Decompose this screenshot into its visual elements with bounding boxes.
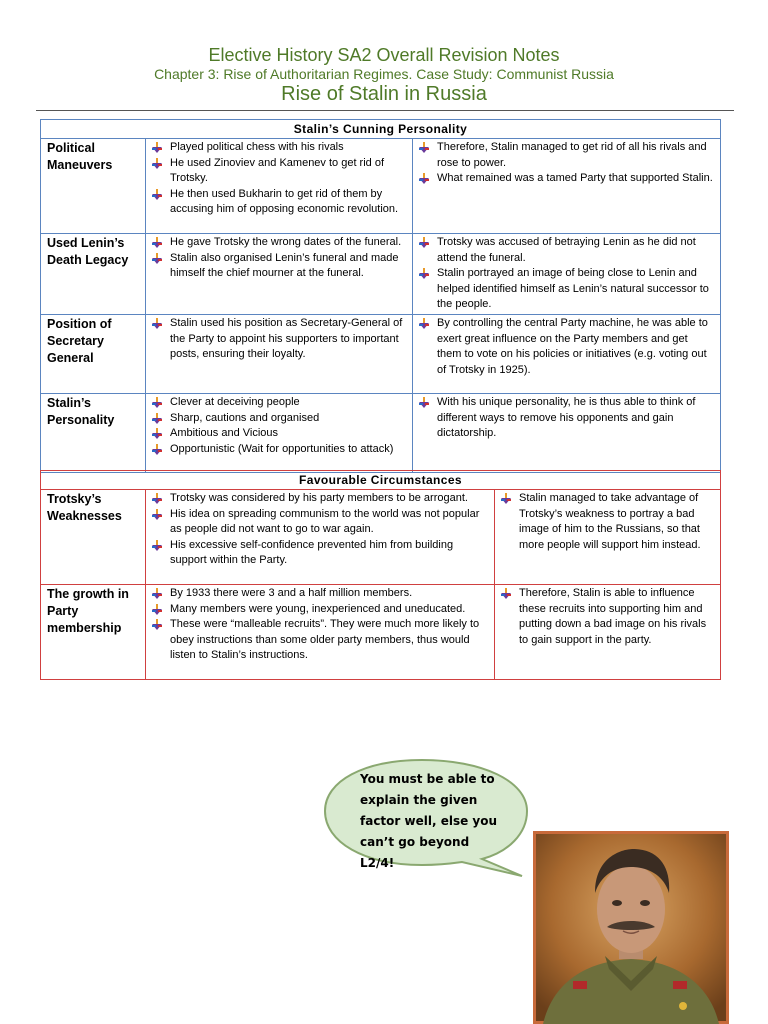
table-row	[41, 139, 721, 234]
list-item: What remained was a tamed Party that supported Stalin.	[417, 171, 714, 187]
chapter-subtitle: Chapter 3: Rise of Authoritarian Regimes. Case Study: Communist Russia	[154, 66, 614, 82]
list-item: Stalin also organised Lenin’s funeral and made himself the chief mourner at the funeral.	[150, 251, 406, 282]
document-title: Elective History SA2 Overall Revision Notes	[208, 45, 560, 65]
arrow-bullet-icon	[152, 444, 162, 456]
arrow-bullet-icon	[152, 619, 162, 631]
table-row	[41, 585, 721, 680]
factor-label: Used Lenin’s Death Legacy	[41, 234, 146, 315]
arrow-bullet-icon	[152, 318, 162, 330]
arrow-bullet-icon	[152, 493, 162, 505]
arrow-bullet-icon	[152, 253, 162, 265]
arrow-bullet-icon	[419, 237, 429, 249]
list-item: He used Zinoviev and Kamenev to get rid of Trotsky.	[150, 156, 406, 187]
factor-label: Stalin’s Personality	[41, 393, 146, 472]
list-item: He then used Bukharin to get rid of them by accusing him of opposing economic revolution.	[150, 187, 406, 218]
list-item: By controlling the central Party machine, he was able to exert great influence on the Party members and get them to vote on his policies or initiatives (e.g. voting out of Trotsky in 1925).	[417, 316, 714, 378]
impact-cell	[413, 139, 721, 234]
impact-cell	[413, 234, 721, 315]
list-item: Therefore, Stalin is able to influence these recruits into supporting him and putting down a bad image on his rivals to gain support in the party.	[499, 586, 714, 648]
table-row	[41, 490, 721, 585]
list-item: With his unique personality, he is thus able to think of different ways to remove his opponents and gain dictatorship.	[417, 395, 714, 442]
points-cell	[146, 139, 413, 234]
arrow-bullet-icon	[152, 540, 162, 552]
section-heading: Stalin’s Cunning Personality	[41, 120, 721, 139]
list-item: Therefore, Stalin managed to get rid of all his rivals and rose to power.	[417, 140, 714, 171]
impact-cell	[495, 585, 721, 680]
speech-bubble-text: You must be able to explain the given factor well, else you can’t go beyond L2/4!	[360, 772, 498, 870]
arrow-bullet-icon	[152, 428, 162, 440]
list-item: Stalin managed to take advantage of Trotsky’s weakness to portray a bad image of him to the Russians, so that more people will support him instead.	[499, 491, 714, 553]
arrow-bullet-icon	[501, 588, 511, 600]
arrow-bullet-icon	[501, 493, 511, 505]
list-item: He gave Trotsky the wrong dates of the funeral.	[150, 235, 406, 251]
points-cell	[146, 490, 495, 585]
arrow-bullet-icon	[152, 142, 162, 154]
points-cell	[146, 585, 495, 680]
impact-cell	[495, 490, 721, 585]
list-item: Many members were young, inexperienced and uneducated.	[150, 602, 488, 618]
arrow-bullet-icon	[419, 397, 429, 409]
arrow-bullet-icon	[152, 588, 162, 600]
cunning-personality-table	[40, 119, 721, 473]
favourable-circumstances-table	[40, 470, 721, 680]
list-item: His idea on spreading communism to the world was not popular as people did not want to go to war again.	[150, 507, 488, 538]
impact-cell	[413, 314, 721, 393]
list-item: His excessive self-confidence prevented him from building support within the Party.	[150, 538, 488, 569]
topic-title: Rise of Stalin in Russia	[281, 83, 487, 105]
table-row	[41, 234, 721, 315]
arrow-bullet-icon	[152, 509, 162, 521]
arrow-bullet-icon	[152, 413, 162, 425]
table-row	[41, 314, 721, 393]
arrow-bullet-icon	[152, 237, 162, 249]
factor-label: The growth in Party membership	[41, 585, 146, 680]
list-item: Sharp, cautions and organised	[150, 411, 406, 427]
arrow-bullet-icon	[419, 173, 429, 185]
section-heading: Favourable Circumstances	[41, 471, 721, 490]
list-item: Played political chess with his rivals	[150, 140, 406, 156]
list-item: By 1933 there were 3 and a half million members.	[150, 586, 488, 602]
list-item: Trotsky was accused of betraying Lenin as he did not attend the funeral.	[417, 235, 714, 266]
arrow-bullet-icon	[152, 397, 162, 409]
factor-label: Position of Secretary General	[41, 314, 146, 393]
points-cell	[146, 393, 413, 472]
arrow-bullet-icon	[419, 268, 429, 280]
factor-label: Trotsky’s Weaknesses	[41, 490, 146, 585]
list-item: Opportunistic (Wait for opportunities to attack)	[150, 442, 406, 458]
list-item: Clever at deceiving people	[150, 395, 406, 411]
points-cell	[146, 314, 413, 393]
list-item: These were “malleable recruits”. They were much more likely to obey instructions than some older party members, thus would listen to Stalin’s instructions.	[150, 617, 488, 664]
list-item: Ambitious and Vicious	[150, 426, 406, 442]
arrow-bullet-icon	[152, 604, 162, 616]
list-item: Stalin used his position as Secretary-General of the Party to appoint his supporters to important posts, ensuring their loyalty.	[150, 316, 406, 363]
stalin-portrait	[533, 831, 729, 1024]
list-item: Trotsky was considered by his party members to be arrogant.	[150, 491, 488, 507]
points-cell	[146, 234, 413, 315]
arrow-bullet-icon	[152, 189, 162, 201]
arrow-bullet-icon	[419, 318, 429, 330]
table-row	[41, 393, 721, 472]
factor-label: Political Maneuvers	[41, 139, 146, 234]
arrow-bullet-icon	[419, 142, 429, 154]
arrow-bullet-icon	[152, 158, 162, 170]
header-divider	[36, 110, 734, 111]
impact-cell	[413, 393, 721, 472]
list-item: Stalin portrayed an image of being close to Lenin and helped identified himself as Lenin’s natural successor to the people.	[417, 266, 714, 313]
